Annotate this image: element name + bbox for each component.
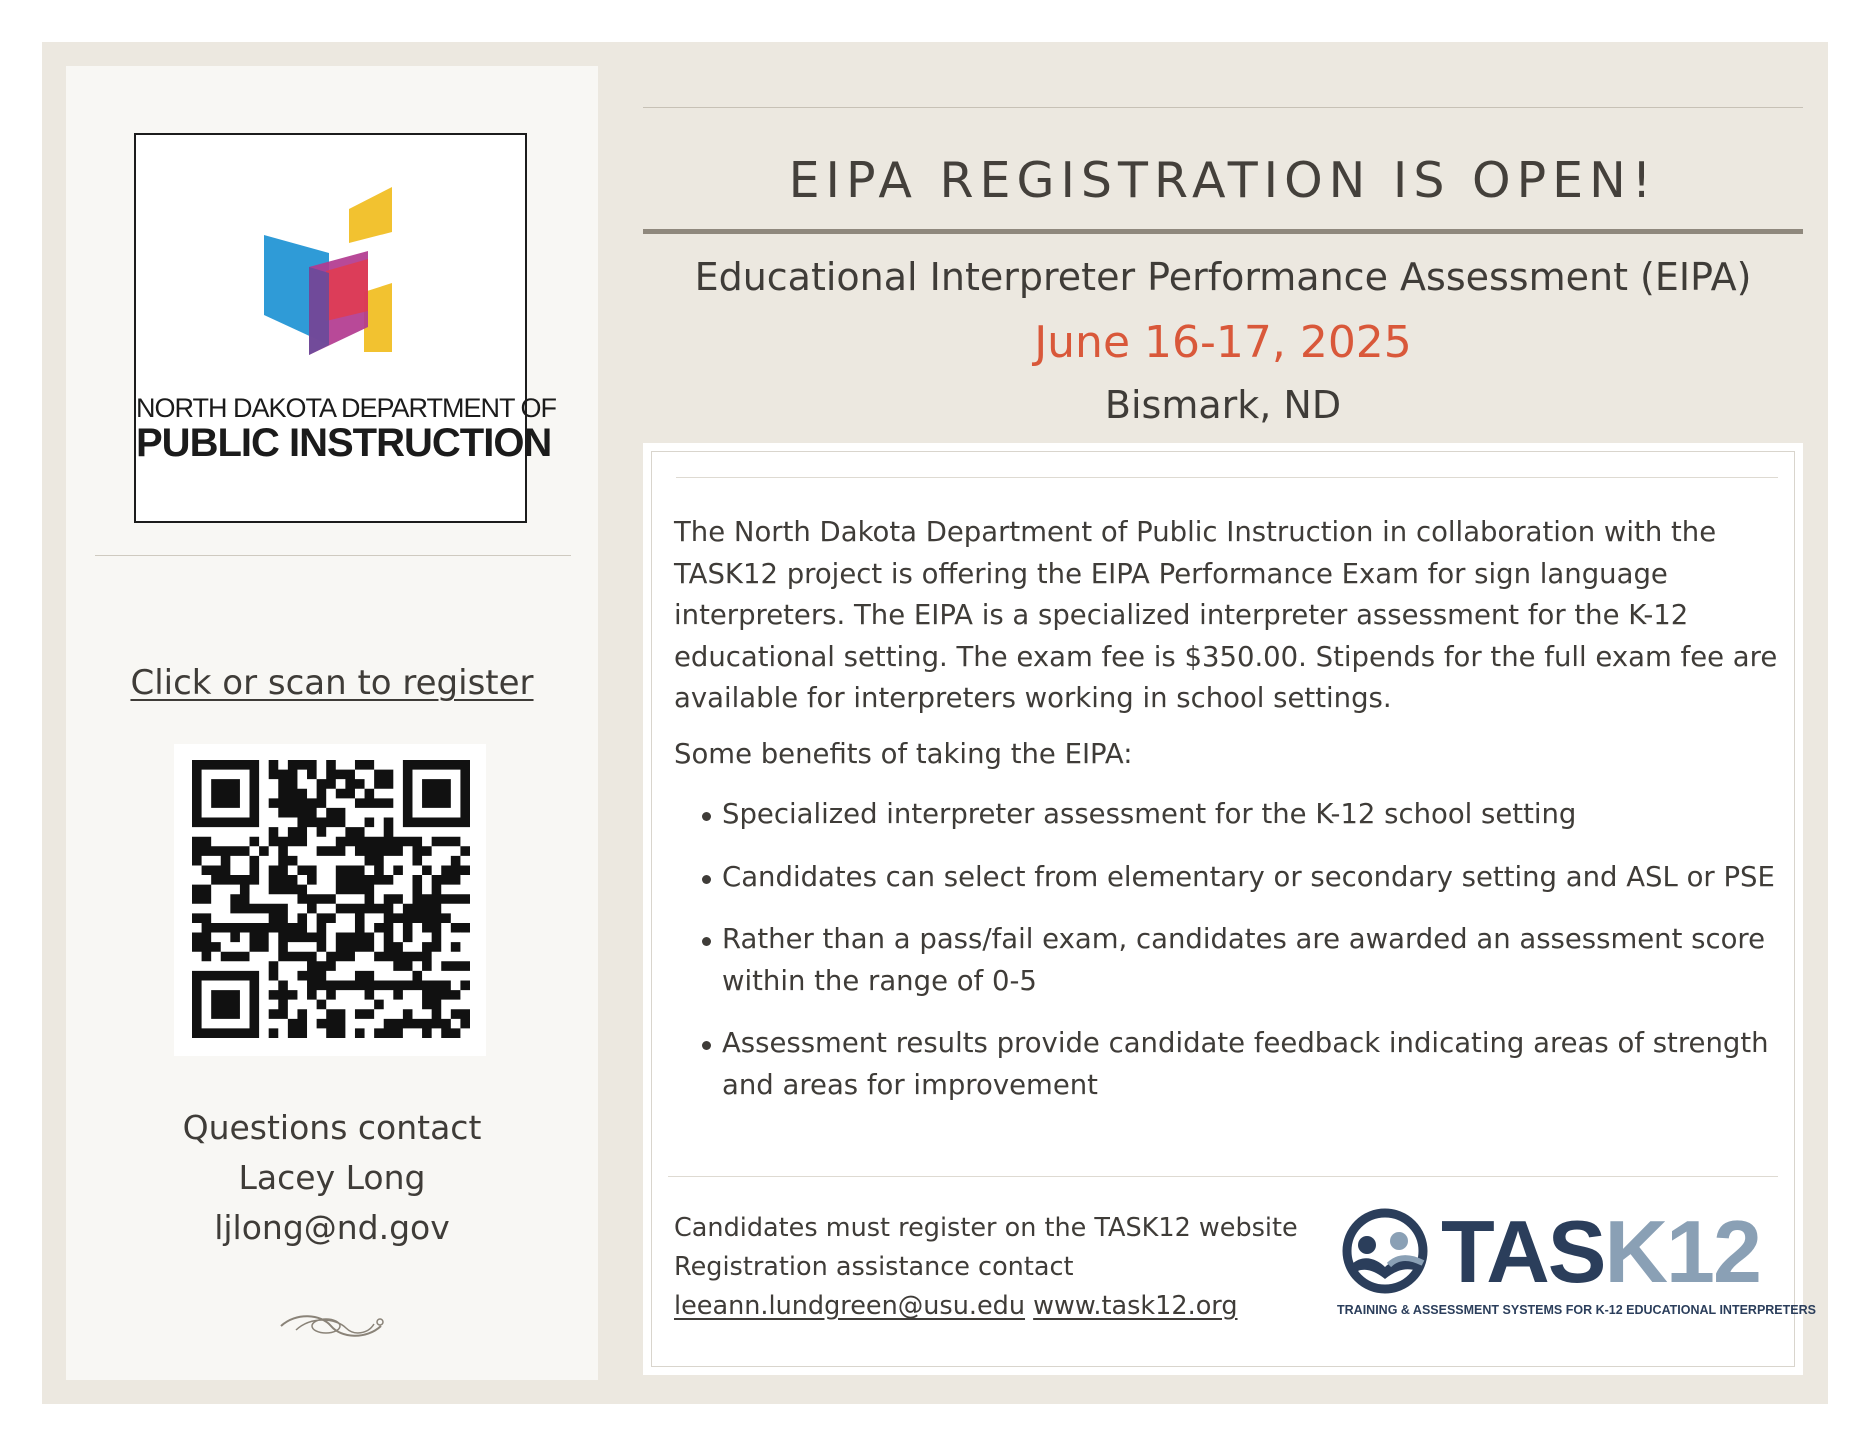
- flourish-ornament-icon: [276, 1308, 386, 1344]
- email-link[interactable]: leeann.lundgreen@usu.edu: [674, 1291, 1026, 1321]
- contact-label: Questions contact: [182, 1108, 482, 1147]
- footer-links: [674, 1287, 1298, 1326]
- subtitle: Educational Interpreter Performance Assessment (EIPA): [694, 255, 1752, 299]
- list-item: Candidates can select from elementary or secondary setting and ASL or PSE: [702, 857, 1782, 899]
- contact-email[interactable]: ljlong@nd.gov: [214, 1208, 450, 1247]
- event-location: Bismark, ND: [1104, 383, 1342, 427]
- list-item: Rather than a pass/fail exam, candidates are awarded an assessment score within the range of 0-5: [702, 919, 1782, 1002]
- headline: EIPA REGISTRATION IS OPEN!: [788, 152, 1658, 209]
- footer-line2: Registration assistance contact: [674, 1252, 1074, 1282]
- qr-code-icon: [192, 759, 470, 1039]
- website-link[interactable]: www.task12.org: [1033, 1291, 1238, 1321]
- task12-tagline: TRAINING & ASSESSMENT SYSTEMS FOR K-12 EDUCATIONAL INTERPRETERS: [1337, 1303, 1816, 1317]
- footer-line1: Candidates must register on the TASK12 website: [674, 1213, 1298, 1243]
- intro-paragraph: The North Dakota Department of Public Instruction in collaboration with the TASK12 project is offering the EIPA Performance Exam for sign language interpreters. The EIPA is a specialized interpreter assessment for the K-12 educational setting. The exam fee is $350.00. Stipends for the full exam fee are available for interpreters working in school settings.: [674, 516, 1778, 714]
- bullet-icon: [702, 875, 711, 884]
- footer-text: [674, 1209, 1298, 1326]
- ndpi-logo-line2: PUBLIC INSTRUCTION: [136, 421, 552, 465]
- card-top-rule: [676, 477, 1778, 478]
- benefits-list: [702, 794, 1782, 1127]
- info-card-border: [651, 451, 1816, 1367]
- benefits-heading: Some benefits of taking the EIPA:: [674, 738, 1133, 770]
- contact-name: Lacey Long: [238, 1158, 426, 1197]
- event-date: June 16-17, 2025: [1034, 317, 1412, 368]
- bullet-icon: [702, 1041, 711, 1050]
- info-card: [643, 443, 1816, 1375]
- top-rule: [643, 107, 1803, 108]
- contact-block: [66, 1103, 598, 1253]
- ndpi-logo-mark-icon: [264, 187, 404, 362]
- card-bottom-rule: [668, 1176, 1778, 1177]
- ndpi-logo-line1: NORTH DAKOTA DEPARTMENT OF: [136, 393, 557, 423]
- task12-emblem-icon: [1337, 1207, 1437, 1297]
- task12-wordmark: TASK12: [1441, 1202, 1760, 1301]
- left-divider: [95, 555, 571, 556]
- headline-rule: [643, 229, 1803, 234]
- bullet-icon: [702, 937, 711, 946]
- bullet-icon: [702, 812, 711, 821]
- register-link[interactable]: Click or scan to register: [130, 663, 534, 703]
- list-item: Specialized interpreter assessment for the K-12 school setting: [702, 794, 1782, 836]
- ndpi-logo: [134, 133, 557, 523]
- task12-logo: [1337, 1202, 1816, 1327]
- registration-qr-code[interactable]: [174, 744, 486, 1056]
- list-item: Assessment results provide candidate feedback indicating areas of strength and areas for improvement: [702, 1023, 1782, 1106]
